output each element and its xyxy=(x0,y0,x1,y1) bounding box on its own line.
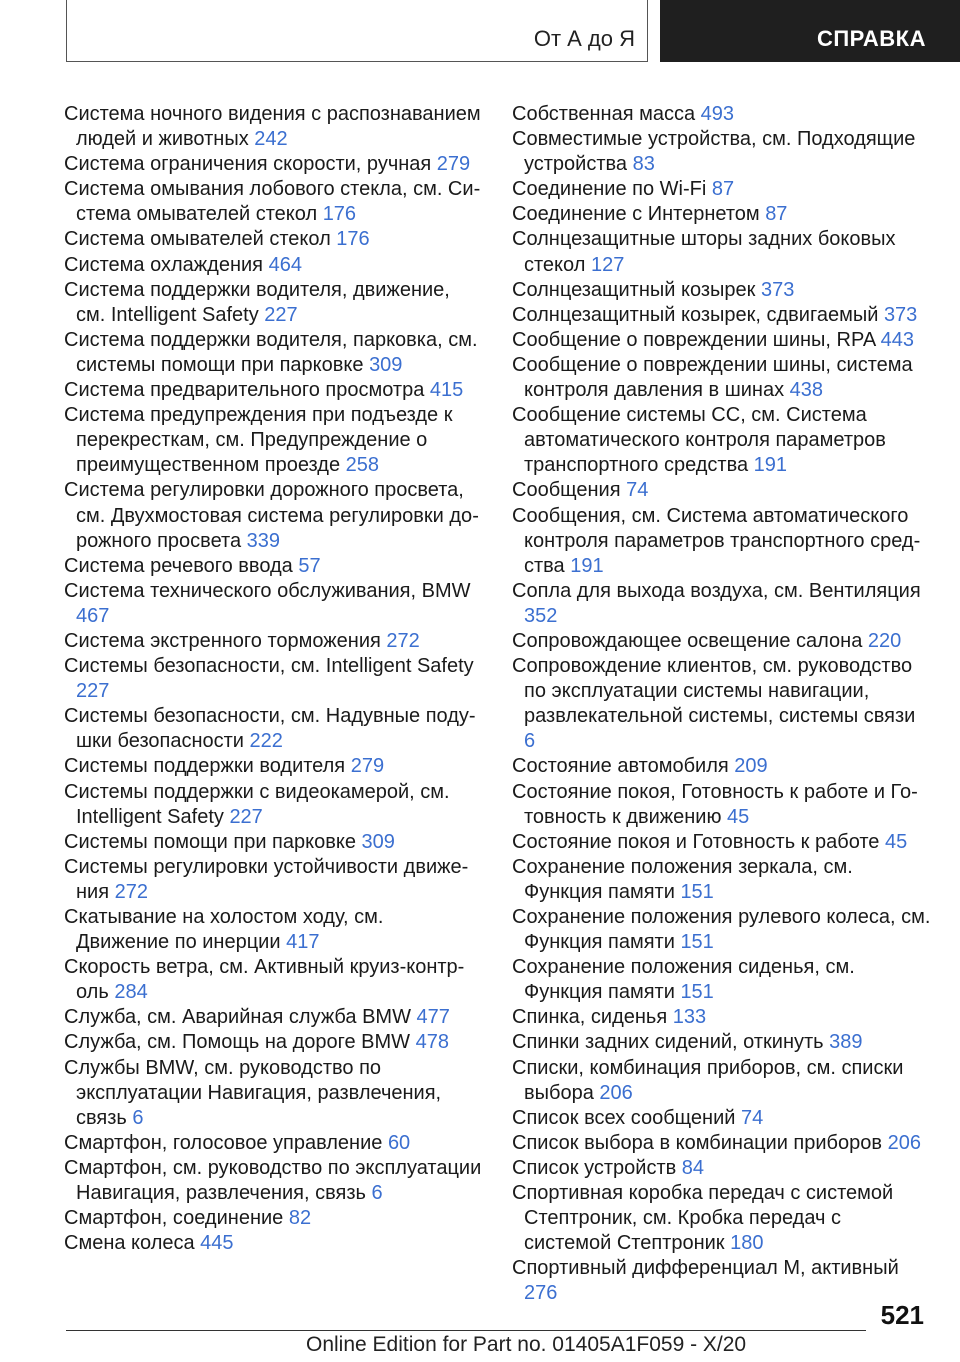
page-reference-link[interactable]: 445 xyxy=(200,1232,234,1255)
index-entry xyxy=(64,1231,482,1256)
index-entry-text: Сообщение о повреждении шины, система контроля давления в шинах xyxy=(512,353,913,402)
index-entry xyxy=(64,1156,482,1206)
index-entry xyxy=(64,177,482,227)
index-entry xyxy=(64,378,482,403)
index-entry-text: Список всех сообщений xyxy=(512,1106,741,1129)
index-entry xyxy=(512,504,932,579)
index-entry-text: Система поддержки водителя, парковка, см. системы помощи при парковке xyxy=(64,328,478,376)
page-reference-link[interactable]: 6 xyxy=(524,730,536,753)
index-entry-text: Системы безопасности, см. Intelligent Safety xyxy=(64,655,474,678)
footer-divider xyxy=(66,1330,866,1331)
index-entry xyxy=(512,303,932,328)
index-entry xyxy=(512,1181,932,1256)
index-entry xyxy=(64,152,482,177)
page-reference-link[interactable]: 45 xyxy=(727,805,750,828)
index-entry-text: Скорость ветра, см. Активный круиз-контроль xyxy=(64,956,465,1004)
index-entry-text: Спинка, сиденья xyxy=(512,1006,673,1029)
index-entry-text: Службы BMW, см. руководство по эксплуатации Навигация, развлечения, связь xyxy=(64,1056,442,1129)
page-reference-link[interactable]: 151 xyxy=(680,880,714,903)
chapter-title: СПРАВКА xyxy=(816,26,926,51)
index-entry-text: Сообщение системы CC, см. Система автоматического контроля параметров транспортного средства xyxy=(512,404,886,477)
index-entry xyxy=(512,278,932,303)
index-entry-text: Служба, см. Помощь на дороге BMW xyxy=(64,1031,416,1054)
index-entry xyxy=(512,102,932,127)
index-entry-text: Сообщения, см. Система автоматического контроля параметров транспортного средства xyxy=(512,504,921,577)
section-title: От А до Я xyxy=(533,26,635,51)
page-reference-link[interactable]: 83 xyxy=(632,153,655,176)
page-reference-link[interactable]: 191 xyxy=(570,554,604,577)
index-entry-text: Сопровождающее освещение салона xyxy=(512,629,868,652)
page-reference-link[interactable]: 222 xyxy=(249,730,283,753)
index-entry-text: Система речевого ввода xyxy=(64,554,299,577)
index-entry-text: Списки, комбинация приборов, см. списки выбора xyxy=(512,1056,904,1104)
index-entry-text: Система омывателей стекол xyxy=(64,228,337,251)
index-entry-text: Система предварительного просмотра xyxy=(64,379,430,402)
index-entry xyxy=(64,1206,482,1231)
page-reference-link[interactable]: 82 xyxy=(288,1207,312,1230)
index-entry-text: Скатывание на холостом ходу, см. Движение по инерции xyxy=(64,906,384,954)
index-entry-text: Сохранение положения рулевого колеса, см. Функция памяти xyxy=(512,906,931,954)
section-tab xyxy=(66,0,648,62)
index-entry-text: Система технического обслуживания, BMW xyxy=(64,579,471,602)
page-reference-link[interactable]: 464 xyxy=(268,253,302,276)
page-reference-link[interactable]: 84 xyxy=(681,1156,705,1179)
page-reference-link[interactable]: 415 xyxy=(429,379,464,402)
index-entry xyxy=(64,1030,482,1055)
index-entry-text: Системы безопасности, см. Надувные подушки безопасности xyxy=(64,705,476,753)
index-entry-text: Система омывания лобового стекла, см. Система омывателей стекол xyxy=(64,178,481,226)
index-entry-text: Система ограничения скорости, ручная xyxy=(64,153,437,176)
index-entry-text: Солнцезащитные шторы задних боковых стекол xyxy=(512,228,896,276)
page-reference-link[interactable]: 339 xyxy=(246,529,281,552)
index-entry-text: Смартфон, голосовое управление xyxy=(64,1131,388,1154)
index-entry-text: Система экстренного торможения xyxy=(64,629,387,652)
index-entry xyxy=(64,102,482,152)
page-reference-link[interactable]: 309 xyxy=(369,353,403,376)
index-entry-text: Смартфон, соединение xyxy=(64,1207,289,1230)
index-entry xyxy=(64,855,482,905)
index-entry xyxy=(512,353,932,403)
index-entry-text: Спортивный дифференциал M, активный xyxy=(512,1257,899,1280)
page-reference-link[interactable]: 209 xyxy=(734,755,768,778)
page-reference-link[interactable]: 74 xyxy=(740,1106,764,1129)
index-entry-text: Сообщение о повреждении шины, RPA xyxy=(512,328,881,351)
index-entry xyxy=(512,1156,932,1181)
page-reference-link[interactable]: 60 xyxy=(387,1131,411,1154)
page-reference-link[interactable]: 272 xyxy=(114,880,148,903)
page-reference-link[interactable]: 176 xyxy=(336,228,370,251)
index-entry xyxy=(512,955,932,1005)
page-reference-link[interactable]: 478 xyxy=(415,1031,449,1054)
index-entry xyxy=(512,478,932,503)
page-reference-link[interactable]: 279 xyxy=(350,755,385,778)
index-entry xyxy=(512,1056,932,1106)
index-entry xyxy=(64,579,482,629)
edition-footer: Online Edition for Part no. 01405A1F059 - X/20 xyxy=(306,1333,747,1356)
index-entry-text: Сопровождение клиентов, см. руководство по эксплуатации системы навигации, развлекательной системы, системы связи xyxy=(512,655,916,728)
index-entry xyxy=(512,780,932,830)
index-entry xyxy=(512,202,932,227)
index-entry xyxy=(64,1056,482,1131)
index-column-right xyxy=(512,102,932,1307)
index-entry xyxy=(512,1030,932,1055)
page-reference-link[interactable]: 6 xyxy=(371,1182,383,1205)
index-entry xyxy=(512,1131,932,1156)
index-entry xyxy=(512,227,932,277)
page-reference-link[interactable]: 227 xyxy=(76,680,110,703)
index-entry xyxy=(512,654,932,754)
index-entry xyxy=(64,278,482,328)
index-entry-text: Собственная масса xyxy=(512,103,701,125)
index-entry-text: Системы поддержки водителя xyxy=(64,755,351,778)
index-entry-text: Сообщения xyxy=(512,479,627,502)
page-reference-link[interactable]: 272 xyxy=(386,629,420,652)
index-entry-text: Соединение с Интернетом xyxy=(512,203,766,226)
index-entry-text: Соединение по Wi-Fi xyxy=(512,178,712,201)
page-reference-link[interactable]: 220 xyxy=(867,629,902,652)
page-reference-link[interactable]: 133 xyxy=(672,1006,707,1029)
page-header xyxy=(0,0,960,66)
index-entry-text: Солнцезащитный козырек, сдвигаемый xyxy=(512,303,884,326)
index-entry xyxy=(512,403,932,478)
page-reference-link[interactable]: 151 xyxy=(680,931,714,954)
index-entry-text: Список устройств xyxy=(512,1156,682,1179)
page-reference-link[interactable]: 6 xyxy=(132,1106,144,1129)
index-entry-text: Состояние покоя, Готовность к работе и Готовность к движению xyxy=(512,780,918,828)
index-entry-text: Смена колеса xyxy=(64,1232,201,1255)
index-entry-text: Состояние покоя и Готовность к работе xyxy=(512,830,885,853)
index-entry xyxy=(64,1005,482,1030)
page-reference-link[interactable]: 242 xyxy=(254,128,288,151)
page-reference-link[interactable]: 206 xyxy=(887,1131,921,1154)
page-reference-link[interactable]: 87 xyxy=(711,178,735,201)
page-reference-link[interactable]: 176 xyxy=(322,203,357,226)
page-reference-link[interactable]: 45 xyxy=(885,830,908,853)
index-entry xyxy=(512,1106,932,1131)
index-entry-text: Сохранение положения зеркала, см. Функция памяти xyxy=(512,855,853,903)
page-reference-link[interactable]: 127 xyxy=(590,253,625,276)
page-reference-link[interactable]: 180 xyxy=(730,1232,764,1255)
page-reference-link[interactable]: 151 xyxy=(680,981,714,1004)
page-reference-link[interactable]: 389 xyxy=(829,1031,863,1054)
index-entry-text: Спинки задних сидений, откинуть xyxy=(512,1031,830,1054)
index-entry xyxy=(64,830,482,855)
page-reference-link[interactable]: 352 xyxy=(524,604,558,627)
index-entry xyxy=(64,704,482,754)
index-entry xyxy=(512,328,932,353)
page-reference-link[interactable]: 477 xyxy=(416,1006,450,1029)
page-reference-link[interactable]: 467 xyxy=(76,604,110,627)
index-entry xyxy=(64,629,482,654)
index-entry xyxy=(512,127,932,177)
index-entry xyxy=(512,855,932,905)
page-reference-link[interactable]: 276 xyxy=(524,1282,558,1305)
index-entry-text: Система предупреждения при подъезде к перекресткам, см. Предупреждение о преимущественном проезде xyxy=(64,404,453,477)
index-entry xyxy=(64,905,482,955)
page-reference-link[interactable]: 417 xyxy=(286,931,320,954)
index-entry xyxy=(64,403,482,478)
page-reference-link[interactable]: 57 xyxy=(298,554,321,577)
index-entry xyxy=(512,1256,932,1306)
page-reference-link[interactable]: 284 xyxy=(114,981,148,1004)
index-entry xyxy=(64,1131,482,1156)
page-reference-link[interactable]: 191 xyxy=(753,454,788,477)
page-reference-link[interactable]: 443 xyxy=(880,328,915,351)
index-entry-text: Состояние автомобиля xyxy=(512,755,735,778)
page-number: 521 xyxy=(880,1300,924,1330)
page-reference-link[interactable]: 258 xyxy=(345,454,379,477)
page-reference-link[interactable]: 493 xyxy=(700,103,735,125)
index-entry xyxy=(512,629,932,654)
index-entry-text: Совместимые устройства, см. Подходящие устройства xyxy=(512,128,916,176)
index-entry xyxy=(64,955,482,1005)
index-column-left xyxy=(64,102,482,1256)
index-entry-text: Системы регулировки устойчивости движения xyxy=(64,855,469,903)
index-entry-text: Сопла для выхода воздуха, см. Вентиляция xyxy=(512,579,921,602)
index-entry xyxy=(512,579,932,629)
index-entry xyxy=(64,754,482,779)
index-entry-text: Система охлаждения xyxy=(64,253,269,276)
index-entry xyxy=(64,654,482,704)
index-entry-text: Спортивная коробка передач с системой Стептроник, см. Кробка передач с системой Стептроник xyxy=(512,1182,894,1255)
index-entry-text: Солнцезащитный козырек xyxy=(512,278,761,301)
page-reference-link[interactable]: 87 xyxy=(765,203,788,226)
index-entry xyxy=(512,177,932,202)
index-entry xyxy=(64,227,482,252)
index-entry xyxy=(512,905,932,955)
index-entry xyxy=(64,328,482,378)
page-reference-link[interactable]: 373 xyxy=(760,278,795,301)
page-reference-link[interactable]: 438 xyxy=(789,379,824,402)
index-entry-text: Система регулировки дорожного просвета, см. Двухмостовая система регулировки дорожного просвета xyxy=(64,479,479,552)
index-entry xyxy=(512,1005,932,1030)
index-entry-text: Список выбора в комбинации приборов xyxy=(512,1131,888,1154)
page-reference-link[interactable]: 373 xyxy=(883,303,918,326)
index-entry xyxy=(512,830,932,855)
index-entry-text: Сохранение положения сиденья, см. Функция памяти xyxy=(512,956,855,1004)
index-entry-text: Смартфон, см. руководство по эксплуатации Навигация, развлечения, связь xyxy=(64,1156,482,1205)
page-reference-link[interactable]: 206 xyxy=(599,1081,633,1104)
index-entry-text: Системы помощи при парковке xyxy=(64,830,362,853)
page-reference-link[interactable]: 74 xyxy=(626,479,649,502)
index-entry-text: Система ночного видения с распознаванием людей и животных xyxy=(64,103,481,151)
index-entry-text: Системы поддержки с видеокамерой, см. Intelligent Safety xyxy=(64,780,450,828)
index-entry-text: Служба, см. Аварийная служба BMW xyxy=(64,1006,417,1029)
page-reference-link[interactable]: 309 xyxy=(361,830,395,853)
index-entry xyxy=(512,754,932,779)
index-entry xyxy=(64,554,482,579)
index-entry xyxy=(64,253,482,278)
index-entry-text: Система поддержки водителя, движение, см. Intelligent Safety xyxy=(64,278,450,326)
index-entry xyxy=(64,478,482,553)
page-reference-link[interactable]: 279 xyxy=(436,153,471,176)
page-reference-link[interactable]: 227 xyxy=(229,805,263,828)
page-reference-link[interactable]: 227 xyxy=(264,303,298,326)
index-entry xyxy=(64,780,482,830)
chapter-tab[interactable] xyxy=(660,0,960,62)
